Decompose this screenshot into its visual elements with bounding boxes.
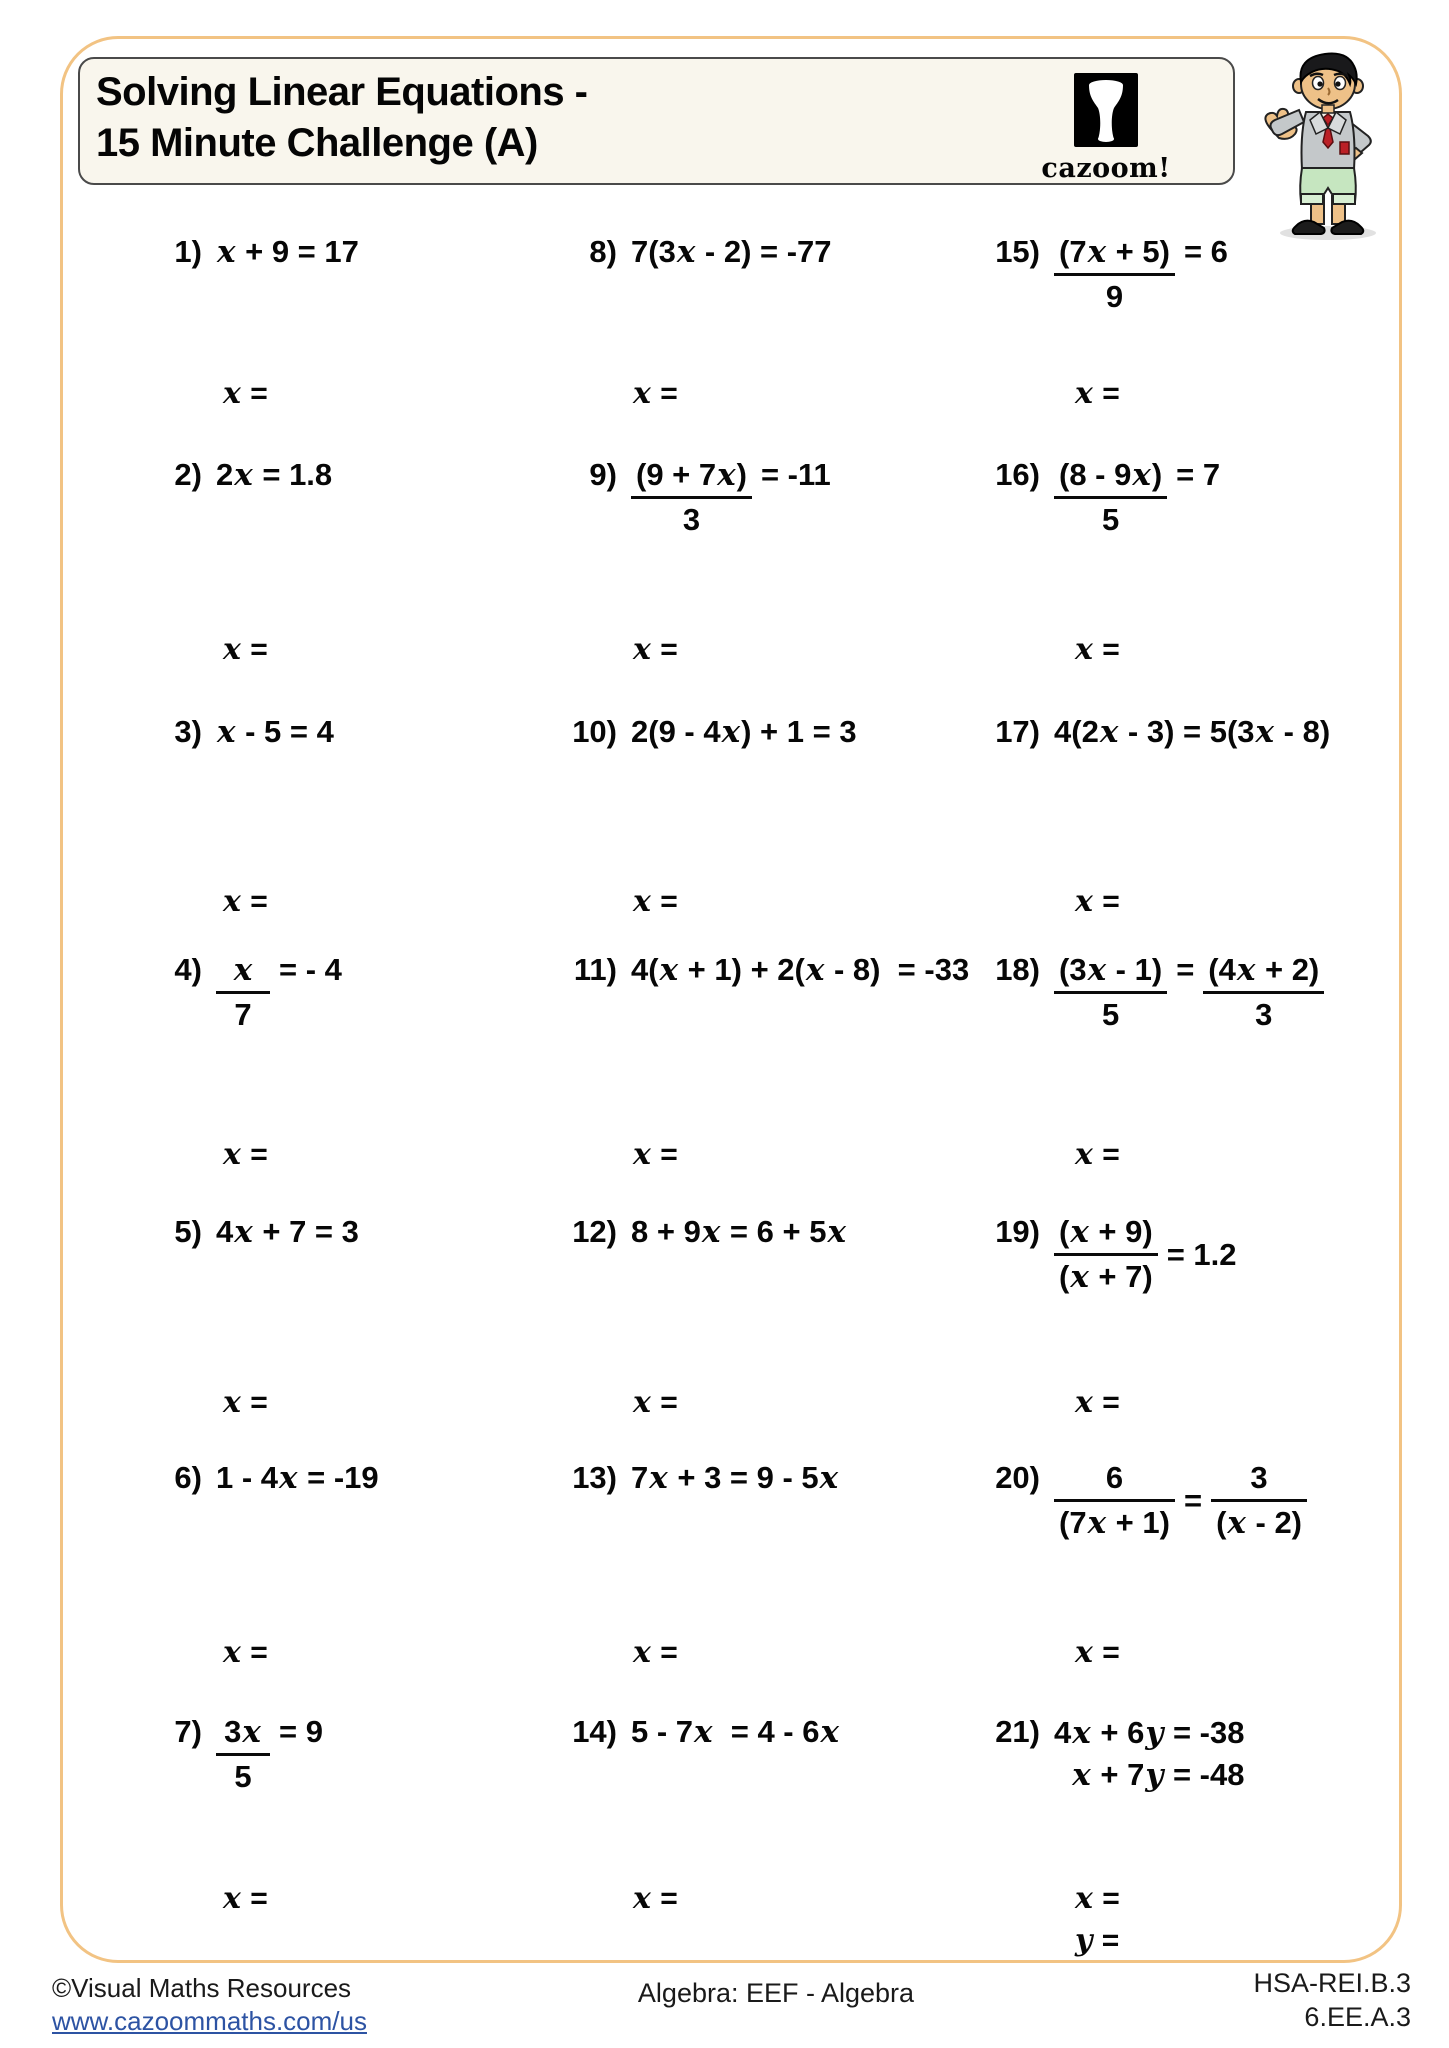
footer-left <box>52 1972 367 2038</box>
problem-number: 5) <box>174 1214 202 1249</box>
answer-label: x = <box>633 884 678 919</box>
problem-number: 17) <box>995 714 1040 749</box>
fraction-bar <box>1211 1499 1307 1502</box>
problem-equation <box>1054 712 1330 752</box>
problem-10 <box>545 712 857 752</box>
problem-equation <box>216 712 334 752</box>
answer-label: y = <box>1075 1923 1120 1958</box>
problem-equation <box>216 950 342 1035</box>
answer-slot-19 <box>1074 1382 1120 1424</box>
equation-text: = 9 <box>279 1714 323 1749</box>
problem-equation <box>1054 1712 1244 1796</box>
problem-9 <box>545 455 831 540</box>
answer-label: x = <box>223 1881 268 1916</box>
answer-label: x = <box>223 1137 268 1172</box>
fraction-bar <box>216 1753 270 1756</box>
problem-number: 20) <box>995 1460 1040 1495</box>
boy-character-illustration <box>1252 50 1402 242</box>
fraction-bar <box>1203 991 1324 994</box>
problem-14 <box>545 1712 840 1752</box>
equation-text: x + 9 = 17 <box>217 234 359 270</box>
problem-number: 7) <box>174 1714 202 1749</box>
problem-equation <box>1054 1212 1237 1297</box>
problem-equation <box>1054 950 1324 1035</box>
problem-6 <box>150 1458 379 1498</box>
title-box <box>78 57 1235 185</box>
fraction-bar <box>1054 273 1175 276</box>
problem-19 <box>980 1212 1237 1297</box>
answer-slot-6 <box>222 1632 268 1674</box>
answer-label: x = <box>633 632 678 667</box>
equation-text: 2x = 1.8 <box>216 457 333 493</box>
equation-text: = <box>1183 1482 1203 1518</box>
fraction: $\frac{x}{7}$ <box>216 950 270 1035</box>
answer-label: x = <box>633 1635 678 1670</box>
problem-4 <box>150 950 342 1035</box>
answer-slot-12 <box>632 1382 678 1424</box>
problem-18 <box>980 950 1324 1035</box>
equation-text: 8 + 9x = 6 + 5x <box>631 1214 846 1250</box>
answer-label: x = <box>223 1635 268 1670</box>
fraction-bar <box>1054 1253 1158 1256</box>
problem-20 <box>980 1458 1307 1543</box>
answer-label: x = <box>1075 1635 1120 1670</box>
equation-text: 2(9 - 4x) + 1 = 3 <box>631 714 857 750</box>
equation-text: = - 4 <box>279 952 342 987</box>
fraction: $\frac{6}{(7x + 1)}$ <box>1054 1458 1175 1543</box>
problem-number: 12) <box>572 1214 617 1249</box>
fraction: $\frac{(9 + 7x)}{3}$ <box>631 455 752 540</box>
fraction: $\frac{(8 - 9x)}{5}$ <box>1054 455 1167 540</box>
problem-1 <box>150 232 359 272</box>
fraction: $\frac{3x}{5}$ <box>216 1712 270 1797</box>
standard-code-1: HSA-REI.B.3 <box>1253 1968 1411 1998</box>
answer-slot-11 <box>632 1134 678 1176</box>
answer-slot-9 <box>632 629 678 671</box>
problem-8 <box>545 232 832 272</box>
fraction: $\frac{(3x - 1)}{5}$ <box>1054 950 1167 1035</box>
equation-text: 7(3x - 2) = -77 <box>631 234 832 270</box>
answer-label: x = <box>633 1137 678 1172</box>
problem-equation <box>631 232 832 272</box>
equation-text: 5 - 7x = 4 - 6x <box>631 1714 839 1750</box>
problem-equation <box>1054 1458 1307 1543</box>
problem-number: 1) <box>174 234 202 269</box>
answer-label: x = <box>633 1385 678 1420</box>
answer-slot-7 <box>222 1878 268 1920</box>
problem-equation <box>631 950 969 990</box>
answer-label: x = <box>633 376 678 411</box>
problem-equation <box>631 455 831 540</box>
problem-number: 14) <box>572 1714 617 1749</box>
problem-number: 16) <box>995 457 1040 492</box>
equation-text: = 7 <box>1176 457 1221 492</box>
fraction-bar <box>1054 496 1167 499</box>
answer-slot-21 <box>1074 1878 1120 1962</box>
answer-slot-18 <box>1074 1134 1120 1176</box>
problem-number: 3) <box>174 714 202 749</box>
answer-slot-15 <box>1074 373 1120 415</box>
problem-number: 18) <box>995 952 1040 987</box>
problem-number: 13) <box>572 1460 617 1495</box>
problem-number: 10) <box>572 714 617 749</box>
answer-slot-8 <box>632 373 678 415</box>
equation-text: = 1.2 <box>1166 1236 1237 1272</box>
answer-label: x = <box>223 376 268 411</box>
problem-5 <box>150 1212 359 1252</box>
problem-equation <box>631 1212 847 1252</box>
fraction-bar <box>1054 1499 1175 1502</box>
problem-equation <box>216 455 332 495</box>
cazoom-logo <box>1031 73 1181 184</box>
problem-number: 11) <box>573 952 617 987</box>
answer-label: x = <box>223 884 268 919</box>
problem-equation <box>631 712 857 752</box>
answer-slot-14 <box>632 1878 678 1920</box>
footer-standards <box>1253 1966 1411 2034</box>
problem-number: 2) <box>174 457 202 492</box>
problem-3 <box>150 712 334 752</box>
footer-category: Algebra: EEF - Algebra <box>637 1978 915 2008</box>
fraction: $\frac{(x + 9)}{(x + 7)}$ <box>1054 1212 1158 1297</box>
answer-slot-1 <box>222 373 268 415</box>
answer-label: x = <box>633 1881 678 1916</box>
fraction-bar <box>216 991 270 994</box>
problem-17 <box>980 712 1330 752</box>
page-title <box>96 67 588 169</box>
answer-slot-5 <box>222 1382 268 1424</box>
equation-system: 4x + 6y = -38 x + 7y = -48 <box>1054 1715 1245 1793</box>
answer-slot-17 <box>1074 881 1120 923</box>
problem-equation <box>216 1712 323 1797</box>
problem-equation <box>216 232 359 272</box>
problem-equation <box>1054 455 1220 540</box>
fraction: $\frac{(4x + 2)}{3}$ <box>1203 950 1324 1035</box>
answer-slot-13 <box>632 1632 678 1674</box>
drum-icon <box>1074 73 1138 147</box>
answer-label: x = <box>1075 1385 1120 1420</box>
answer-label: x = <box>223 632 268 667</box>
problem-number: 19) <box>995 1214 1040 1249</box>
problem-equation <box>216 1458 379 1498</box>
answer-label: x = <box>1075 376 1120 411</box>
fraction: $\frac{(7x + 5)}{9}$ <box>1054 232 1175 317</box>
answer-slot-10 <box>632 881 678 923</box>
answer-slot-4 <box>222 1134 268 1176</box>
answer-label: x = <box>1075 632 1120 667</box>
equation-text: = 6 <box>1183 234 1228 269</box>
problem-number: 8) <box>589 234 617 269</box>
problem-2 <box>150 455 332 495</box>
copyright-text: ©Visual Maths Resources <box>52 1973 352 2003</box>
problem-number: 4) <box>174 952 202 987</box>
problem-equation <box>216 1212 359 1252</box>
problem-13 <box>545 1458 839 1498</box>
answer-slot-20 <box>1074 1632 1120 1674</box>
equation-text: 1 - 4x = -19 <box>216 1460 379 1496</box>
answer-slot-16 <box>1074 629 1120 671</box>
problem-15 <box>980 232 1228 317</box>
website-link[interactable]: www.cazoommaths.com/us <box>52 2006 367 2036</box>
fraction: $\frac{3}{(x - 2)}$ <box>1211 1458 1307 1543</box>
problem-21 <box>980 1712 1244 1796</box>
equation-text: x - 5 = 4 <box>217 714 334 750</box>
problem-equation <box>631 1712 840 1752</box>
equation-text: = <box>1176 952 1195 987</box>
problem-number: 9) <box>589 457 617 492</box>
equation-text: 4(x + 1) + 2(x - 8) = -33 <box>631 952 970 988</box>
answer-slot-2 <box>222 629 268 671</box>
problem-12 <box>545 1212 847 1252</box>
equation-text: = -11 <box>760 457 831 492</box>
standard-code-2: 6.EE.A.3 <box>1304 2002 1411 2032</box>
problem-7 <box>150 1712 323 1797</box>
cazoom-logo-text: cazoom! <box>1041 153 1171 184</box>
problem-number: 21) <box>995 1714 1040 1749</box>
problem-equation <box>1054 232 1228 317</box>
page-title-line1: Solving Linear Equations - <box>96 70 588 114</box>
problem-number: 6) <box>174 1460 202 1495</box>
problem-number: 15) <box>995 234 1040 269</box>
equation-text: 4(2x - 3) = 5(3x - 8) <box>1054 714 1331 750</box>
problem-equation <box>631 1458 839 1498</box>
fraction-bar <box>1054 991 1167 994</box>
answer-label: x = <box>1075 1137 1120 1172</box>
equation-text: 4x + 7 = 3 <box>216 1214 359 1250</box>
page-title-line2: 15 Minute Challenge (A) <box>96 121 538 165</box>
problem-11 <box>545 950 969 990</box>
answer-label: x = <box>223 1385 268 1420</box>
answer-label: x = <box>1075 1881 1120 1916</box>
fraction-bar <box>631 496 752 499</box>
answer-slot-3 <box>222 881 268 923</box>
equation-text: 7x + 3 = 9 - 5x <box>631 1460 839 1496</box>
answer-label: x = <box>1075 884 1120 919</box>
problem-16 <box>980 455 1220 540</box>
